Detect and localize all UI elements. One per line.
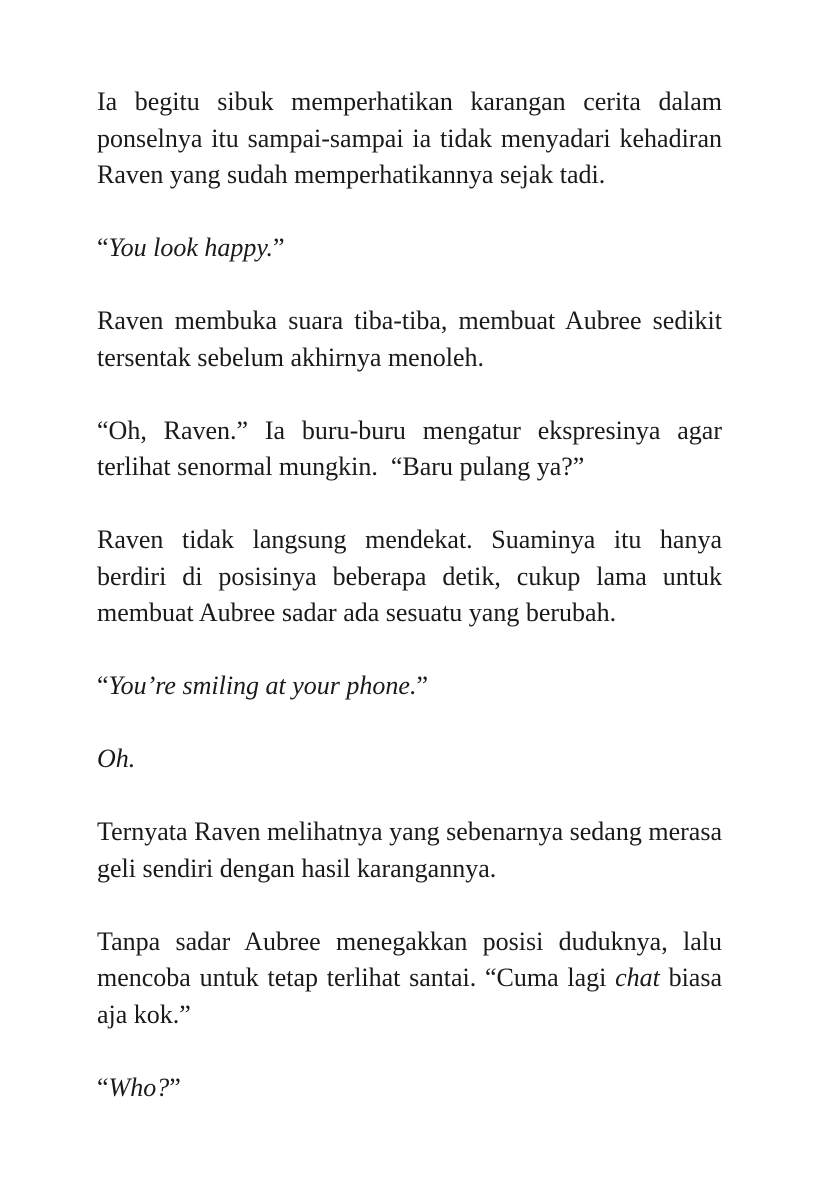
open-quote: “ bbox=[97, 1072, 109, 1102]
paragraph-narration-5 bbox=[97, 924, 722, 1034]
paragraph-narration-3 bbox=[97, 522, 722, 632]
paragraph-interjection bbox=[97, 741, 722, 778]
italic-word: chat bbox=[615, 963, 660, 992]
open-quote: “ bbox=[97, 233, 109, 262]
paragraph-narration-4 bbox=[97, 814, 722, 887]
paragraph-dialogue-2 bbox=[97, 413, 729, 486]
text-run: Raven tidak langsung mendekat. Suaminya itu hanya berdiri di posisinya beberapa detik, cukup lama untuk membuat Aubree sadar ada sesuatu yang berubah. bbox=[97, 525, 722, 627]
text-run: biasa aja kok.” bbox=[97, 963, 722, 1029]
italic-dialogue: Who? bbox=[108, 1072, 170, 1102]
paragraph-narration-1 bbox=[97, 84, 722, 194]
close-quote: ” bbox=[169, 1072, 181, 1102]
italic-text-run: Oh. bbox=[97, 744, 136, 773]
text-run: Tanpa sadar Aubree menegakkan posisi duduknya, lalu mencoba untuk tetap terlihat santai. “Cuma lagi bbox=[97, 926, 722, 992]
text-run: “Oh, Raven.” Ia buru-buru mengatur ekspresinya agar terlihat senormal mungkin. “Baru pulang ya?” bbox=[97, 415, 729, 481]
close-quote: ” bbox=[273, 233, 285, 262]
paragraph-dialogue-3 bbox=[97, 668, 722, 705]
open-quote: “ bbox=[97, 671, 109, 700]
close-quote: ” bbox=[416, 671, 429, 700]
italic-dialogue: You’re smiling at your phone. bbox=[108, 671, 417, 700]
text-run: Ia begitu sibuk memperhatikan karangan cerita dalam ponselnya itu sampai-sampai ia tidak menyadari kehadiran Raven yang sudah memperhatikannya sejak tadi. bbox=[97, 87, 722, 189]
paragraph-dialogue-4 bbox=[97, 1070, 722, 1107]
paragraph-dialogue-1 bbox=[97, 230, 722, 267]
text-run: Raven membuka suara tiba-tiba, membuat Aubree sedikit tersentak sebelum akhirnya menoleh. bbox=[97, 306, 722, 372]
italic-dialogue: You look happy. bbox=[108, 233, 273, 262]
document-page bbox=[97, 84, 729, 1143]
paragraph-narration-2 bbox=[97, 303, 722, 376]
text-run: Ternyata Raven melihatnya yang sebenarnya sedang merasa geli sendiri dengan hasil karangannya. bbox=[97, 817, 722, 883]
